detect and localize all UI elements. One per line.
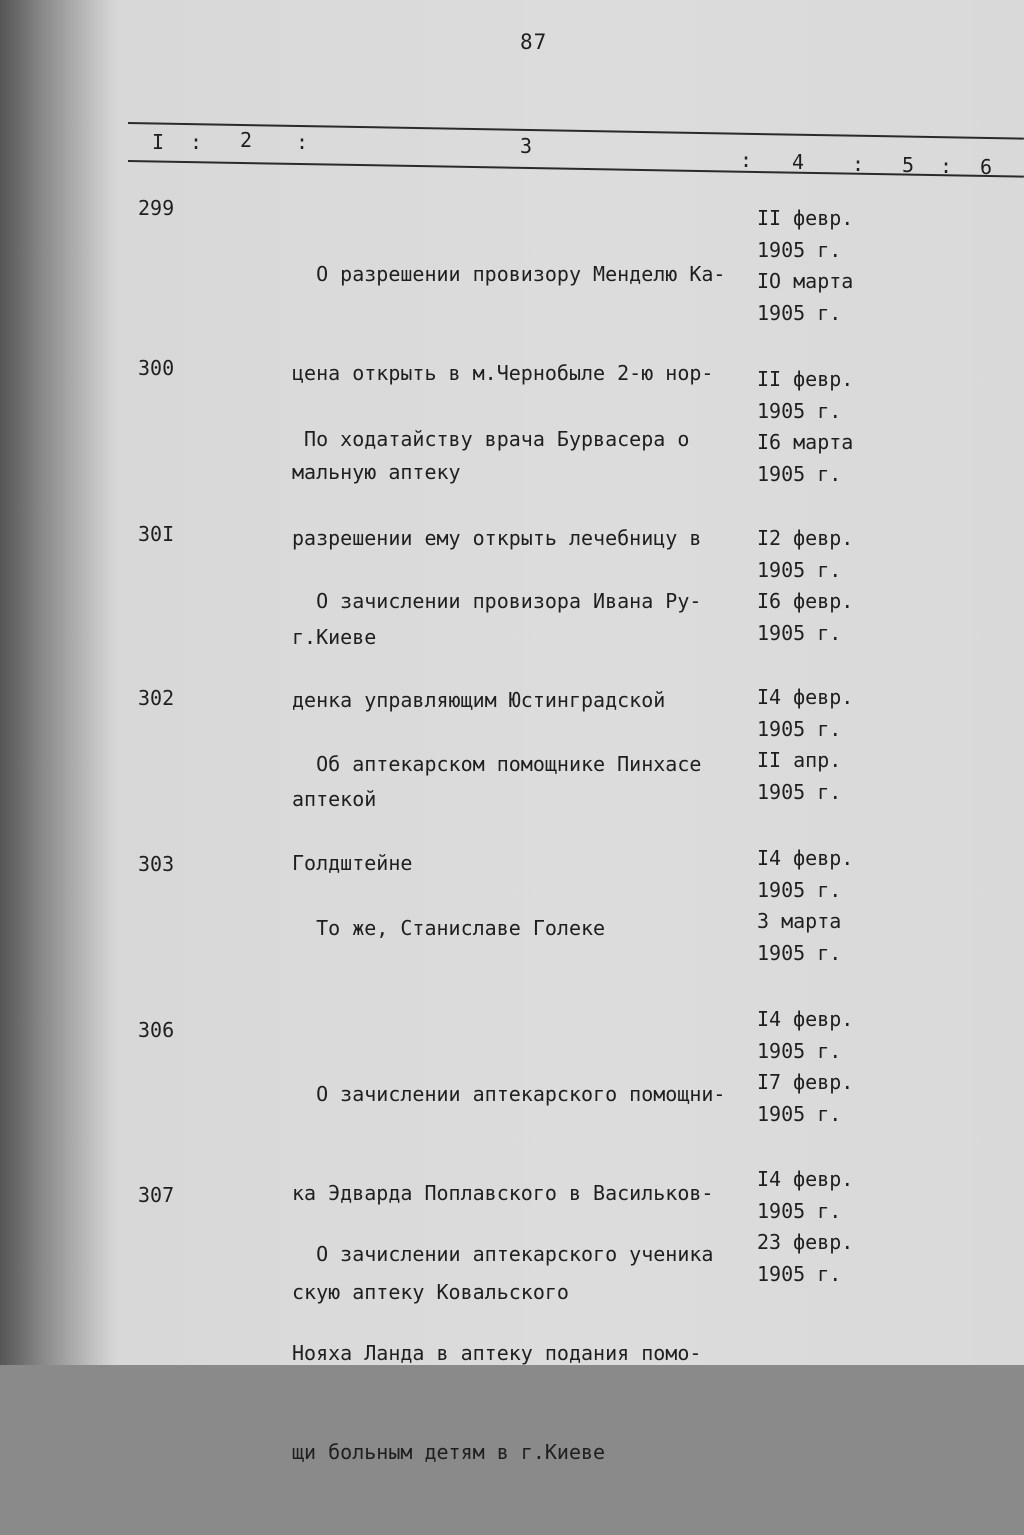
date-start: I4 февр. bbox=[757, 1007, 854, 1031]
date-end-year: 1905 г. bbox=[757, 1101, 842, 1126]
date-end-year: 1905 г. bbox=[757, 1261, 842, 1286]
column-header-1: I bbox=[152, 130, 165, 154]
date-end: II апр. bbox=[757, 748, 842, 772]
column-header-4: 4 bbox=[792, 150, 805, 174]
date-start-year: 1905 г. bbox=[757, 557, 842, 582]
entry-title-line: цена открыть в м.Чернобыле 2-ю нор- bbox=[292, 361, 714, 385]
date-start: II февр. bbox=[757, 206, 854, 230]
date-start: I2 февр. bbox=[757, 526, 854, 550]
entry-dates bbox=[757, 523, 877, 649]
binding-shadow bbox=[0, 0, 110, 1365]
date-start-year: 1905 г. bbox=[757, 1198, 842, 1223]
date-end: I6 марта bbox=[757, 430, 854, 454]
entry-dates bbox=[757, 843, 877, 969]
column-header-2: 2 bbox=[240, 128, 253, 152]
entry-title-line: О зачислении аптекарского ученика bbox=[292, 1242, 714, 1266]
entry-dates bbox=[757, 682, 877, 808]
column-header-sep: : bbox=[190, 130, 203, 154]
entry-title-line: денка управляющим Юстинградской bbox=[292, 688, 666, 712]
date-start-year: 1905 г. bbox=[757, 877, 842, 902]
date-end-year: 1905 г. bbox=[757, 779, 842, 804]
entry-dates bbox=[757, 203, 877, 329]
header-rule-top bbox=[128, 122, 1024, 140]
column-header-sep: : bbox=[940, 154, 953, 178]
date-end-year: 1905 г. bbox=[757, 461, 842, 486]
column-header-sep: : bbox=[852, 152, 865, 176]
date-end: I7 февр. bbox=[757, 1070, 854, 1094]
entry-title-line: О зачислении аптекарского помощни- bbox=[292, 1082, 726, 1106]
entry-title-line: О зачислении провизора Ивана Ру- bbox=[292, 589, 702, 613]
date-end: IO марта bbox=[757, 269, 854, 293]
column-header-3: 3 bbox=[520, 134, 533, 158]
date-end-year: 1905 г. bbox=[757, 620, 842, 645]
entry-title-line: То же, Станиславе Голеке bbox=[292, 916, 606, 940]
entry-title-line: Об аптекарском помощнике Пинхасе bbox=[292, 752, 702, 776]
entry-number: 299 bbox=[138, 196, 175, 220]
entry-title-line: разрешении ему открыть лечебницу в bbox=[292, 526, 702, 550]
entry-title-line: скую аптеку Ковальского bbox=[292, 1280, 569, 1304]
date-start-year: 1905 г. bbox=[757, 1038, 842, 1063]
entry-title-line: Нояха Ланда в аптеку подания помо- bbox=[292, 1341, 702, 1365]
entry-number: 300 bbox=[138, 356, 175, 380]
date-start: II февр. bbox=[757, 367, 854, 391]
entry-title-line: г.Киеве bbox=[292, 625, 377, 649]
date-start: I4 февр. bbox=[757, 685, 854, 709]
entry-title-line: Голдштейне bbox=[292, 851, 413, 875]
date-end-year: 1905 г. bbox=[757, 300, 842, 325]
entry-dates bbox=[757, 364, 877, 490]
entry-title bbox=[292, 846, 762, 1011]
entry-title-line: По ходатайству врача Бурвасера о bbox=[292, 427, 690, 451]
date-end: 23 февр. bbox=[757, 1230, 854, 1254]
column-header-6: 6 bbox=[980, 155, 993, 179]
entry-title bbox=[292, 1172, 762, 1535]
entry-number: 306 bbox=[138, 1018, 175, 1042]
entry-title-line: щи больным детям в г.Киеве bbox=[292, 1440, 606, 1464]
date-end-year: 1905 г. bbox=[757, 940, 842, 965]
entry-dates bbox=[757, 1164, 877, 1290]
page-number: 87 bbox=[520, 30, 548, 54]
entry-number: 307 bbox=[138, 1183, 175, 1207]
date-start-year: 1905 г. bbox=[757, 237, 842, 262]
date-start: I4 февр. bbox=[757, 846, 854, 870]
entry-number: 302 bbox=[138, 686, 175, 710]
column-header-sep: : bbox=[296, 130, 309, 154]
entry-number: 30I bbox=[138, 522, 175, 546]
date-start-year: 1905 г. bbox=[757, 716, 842, 741]
entry-number: 303 bbox=[138, 852, 175, 876]
entry-dates bbox=[757, 1004, 877, 1130]
date-end: 3 марта bbox=[757, 909, 842, 933]
header-rule-bottom bbox=[128, 160, 1024, 178]
entry-title-line: мальную аптеку bbox=[292, 460, 461, 484]
column-header-sep: : bbox=[740, 148, 753, 172]
date-end: I6 февр. bbox=[757, 589, 854, 613]
entry-title-line: аптекой bbox=[292, 787, 377, 811]
column-header-5: 5 bbox=[902, 153, 915, 177]
date-start: I4 февр. bbox=[757, 1167, 854, 1191]
entry-title-line: ка Эдварда Поплавского в Васильков- bbox=[292, 1181, 714, 1205]
entry-title-line: О разрешении провизору Менделю Ка- bbox=[292, 262, 726, 286]
date-start-year: 1905 г. bbox=[757, 398, 842, 423]
